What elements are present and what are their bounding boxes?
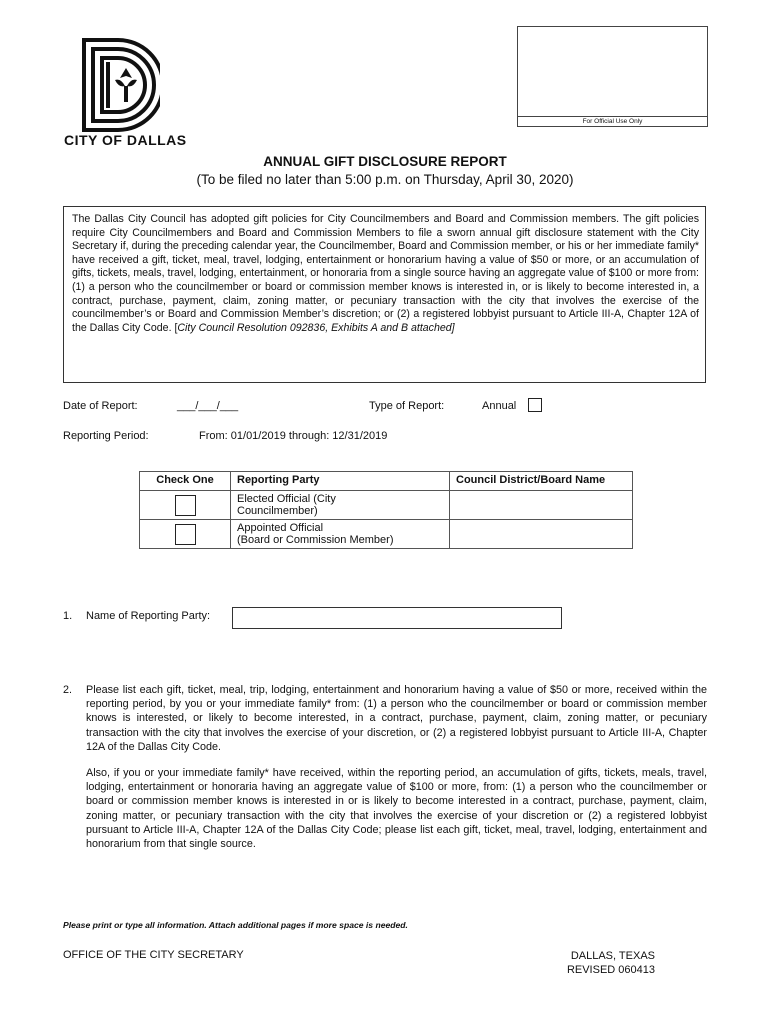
party-label-line1: Appointed Official (237, 522, 324, 534)
party-label-line1: Elected Official (City (237, 493, 336, 505)
district-board-input[interactable] (450, 491, 633, 520)
type-label: Type of Report: (369, 400, 445, 412)
item2-instructions (63, 683, 707, 851)
item1-label: Name of Reporting Party: (86, 610, 211, 622)
office-name: OFFICE OF THE CITY SECRETARY (63, 949, 244, 961)
report-title: ANNUAL GIFT DISCLOSURE REPORT (263, 154, 507, 169)
city-of-dallas-logo (82, 38, 160, 132)
appointed-official-checkbox[interactable] (175, 524, 196, 545)
annual-checkbox[interactable] (528, 398, 542, 412)
intro-text (72, 213, 699, 335)
reporting-party-name-input[interactable] (232, 607, 562, 629)
revision-text: REVISED 060413 (566, 964, 655, 976)
official-use-box (517, 26, 708, 127)
party-cell (231, 491, 450, 520)
table-row (140, 491, 633, 520)
city-name: CITY OF DALLAS (64, 132, 187, 148)
period-label: Reporting Period: (63, 430, 149, 442)
header-check-one: Check One (140, 472, 231, 491)
item2-paragraph1: Please list each gift, ticket, meal, trip, lodging, entertainment and honorarium having a value of $50 or more, received within the reporting period, by you or your immediate family* from: (1) a person who the councilmember or board or commission member knows is interested, or likely to become interested, in a contract, purchase, payment, claim, zoning matter, or pecuniary transaction with the city that involves the exercise of your discretion, or (2) a registered lobbyist pursuant to Article III-A, Chapter 12A of the Dallas City Code. (86, 684, 707, 753)
type-value: Annual (482, 400, 517, 412)
official-use-label: For Official Use Only (518, 116, 707, 126)
location-text: DALLAS, TEXAS (570, 950, 655, 962)
header-district-board: Council District/Board Name (450, 472, 633, 491)
period-value: From: 01/01/2019 through: 12/31/2019 (199, 430, 388, 442)
date-field[interactable]: ___/___/___ (177, 400, 239, 412)
intro-reference: City Council Resolution 092836, Exhibits A and B attached] (177, 321, 455, 334)
intro-box (63, 206, 706, 383)
reporting-party-table (139, 471, 633, 549)
party-label-line2: (Board or Commission Member) (237, 534, 394, 546)
item2-number: 2. (63, 684, 73, 696)
report-subtitle: (To be filed no later than 5:00 p.m. on Thursday, April 30, 2020) (196, 172, 574, 187)
header-reporting-party: Reporting Party (231, 472, 450, 491)
table-row (140, 520, 633, 549)
footer-note: Please print or type all information. Attach additional pages if more space is needed. (63, 920, 408, 930)
item2-paragraph2: Also, if you or your immediate family* have received, within the reporting period, an accumulation of gifts, tickets, meals, travel, lodging, entertainment or honoraria having an aggregate value of $100 or more, from: (1) a person who the councilmember or board or commission member knows is interested in or is likely to become interested in a contract, purchase, payment, claim, zoning matter, or pecuniary transaction with the city that involves the exercise of your discretion or (2) a registered lobbyist pursuant to Article III-A, Chapter 12A of the Dallas City Code; please list each gift, ticket, meal, travel, lodging, entertainment and honorarium from that single source. (86, 767, 707, 851)
item1-number: 1. (63, 610, 73, 622)
party-label-line2: Councilmember) (237, 505, 318, 517)
table-header-row (140, 472, 633, 491)
date-label: Date of Report: (63, 400, 138, 412)
check-cell (140, 520, 231, 549)
district-board-input[interactable] (450, 520, 633, 549)
check-cell (140, 491, 231, 520)
intro-body: The Dallas City Council has adopted gift policies for City Councilmembers and Board and Commission members. The gift policies require City Councilmembers and Board and Commission Members to file a sworn annual gift disclosure statement with the City Secretary if, during the preceding calendar year, the Councilmember, Board and Commission member, or his or her immediate family* have received a gift, ticket, meal, travel, lodging, entertainment or honorarium having a value of $50 or more, or an accumulation of gifts, tickets, meals, travel, lodging, entertainment, or honoraria from a single source having an aggregate value of $100 or more from: (1) a person who the councilmember or board or commission member knows is interested in, or is likely to become interested in, a contract, purchase, payment, claim, zoning matter, or pecuniary transaction with the city that involves the exercise of the councilmember’s or Board and Commission Member’s discretion; or (2) a registered lobbyist pursuant to Article III-A, Chapter 12A of the Dallas City Code. [ (72, 213, 699, 334)
party-cell (231, 520, 450, 549)
elected-official-checkbox[interactable] (175, 495, 196, 516)
footer-location (552, 949, 655, 977)
